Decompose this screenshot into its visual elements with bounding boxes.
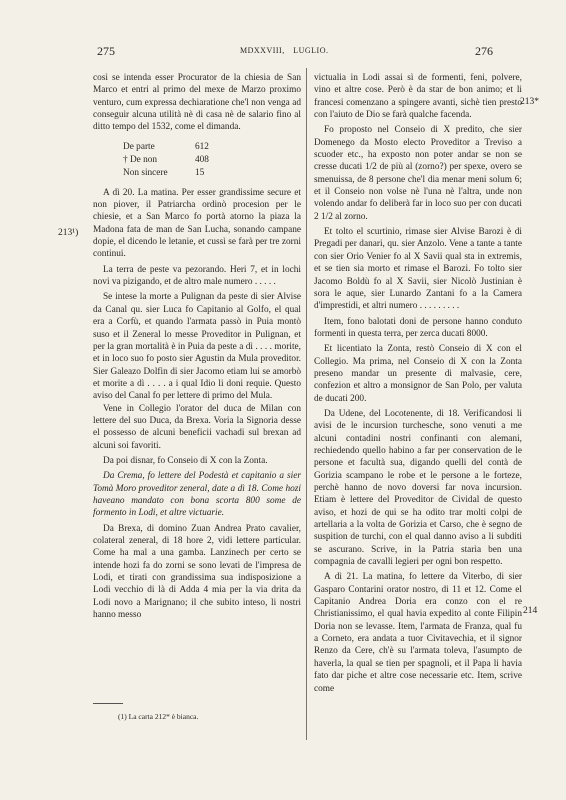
right-paragraph-6: Da Udene, del Locotenente, di 18. Verificandosi li avisi de le incursion turchesche, sono venuti a me alcuni contadini nostri confinanti con alemani, rechiedendo quello habino a far per conservation de le persone et facultà sua, digando quelli del contà de Gorizia scampano le robe et le persone a le forteze, perchè hanno de novo doversi far nova incursion. Etiam è lettere del Proveditor de Cividal de questo aviso, et hozi de qui se ha odito trar molti colpi de artellaria a la volta de Gorizia et Carso, che è segno de suspition de turchi, con el qual danno aviso a li subditi se ascurano. Scrive, in la Patria starìa ben una compagnia de cavalli legieri per ogni bon respetto. [314,408,522,568]
left-column [93,72,301,621]
page-number-left: 275 [97,44,115,58]
left-paragraph-8: Da Brexa, di domino Zuan Andrea Prato cavalier, colateral zeneral, di 18 hore 2, vidi lettere particular. Come ha mal a una gamba. Lanzinech per certo se intende hozi fa do zorni se sono levati de l'impresa de Lodi, et tirati con grandissima sua indisposizione a Lodi vecchio di là di Adda 4 mia per la via drita da Lodi novo a Marignano; il che subito inteso, li nostri hanno messo [93,523,301,621]
margin-note-right-top: 213* [520,97,539,107]
vote-tally [123,141,301,180]
left-paragraph-1: così se intenda esser Procurator de la chiesia de San Marco et entri al primo del mexe de Marzo proximo venturo, cum expressa dechiaratione che'l non venga ad conseguir alcuna utilità nè di casa nè de salario fino al ditto tempo del 1532, come el dimanda. [93,73,301,133]
left-paragraph-6: Da poi disnar, fo Conseio di X con la Zonta. [103,455,268,466]
footnote: (1) La carta 212* è bianca. [118,712,199,721]
margin-note-right-bottom: 214 [523,606,538,616]
right-paragraph-5: Et licentiato la Zonta, restò Conseio di X con el Collegio. Ma prima, nel Conseio di X con la Zonta preseno mandar un presente di malvasie, cere, confezion et altro a monsignor de San Polo, per valuta de ducati 200. [314,344,522,404]
tally-label: † De non [123,154,158,165]
right-paragraph-7: A dì 21. La matina, fo lettere da Viterbo, di sier Gasparo Contarini orator nostro, di 11 et 12. Come el Capitanio Andrea Doria era conzo con el re Christianissimo, el qual havia expedito al conte Filipin Doria non se levasse. Item, l'armata de Franza, qual fu a Corneto, era andata a tuor Civitavechia, et il signor Renzo da Cere, ch'è su l'armata toleva, l'asumpto de haverla, la qual se tien per spagnoli, et il Papa li havia fato dar piche et altre cose necessarie etc. Item, scrive come [314,572,522,694]
tally-value: 408 [195,154,209,165]
page-header [0,40,566,60]
right-paragraph-4: Item, fono balotati doni de persone hanno conduto formenti in questa terra, per zerca ducati 8000. [314,316,522,339]
running-head-month: LUGLIO. [293,46,329,55]
right-paragraph-2: Fo proposto nel Conseio di X predito, che sier Domenego da Mosto electo Proveditor a Treviso a scuoder etc., ha exposto non poter andar se non se cresse ducati 1/2 de più al (zorno?) per spexe, overo se smenuissa, de 8 persone che'l dia menar meni solum 6; et il Conseio non volse nè l'una nè l'altra, unde non volendo andar fo deliberà far in loco suo per con ducati 2 1/2 al zorno. [314,125,522,222]
left-paragraph-4: Se intese la morte a Pulignan da peste di sier Alvise da Canal qu. sier Luca fo Capitanio al Golfo, el qual era a Corfù, et quando l'armata passò in Puia montò suso et il Zeneral lo messe Proveditor in Pulignan, et per la gran mortalità è in Puia da peste a dì . . . . morite, et in loco suo fo posto sier Agustin da Mula proveditor. Sier Galeazo Dolfin di sier Jacomo etiam lui se amorbò et morite a dì . . . . a i qual Idio li doni requie. Questo aviso del Canal fo per lettere di primo del Mula. [93,292,301,402]
margin-note-left: 213¹) [58,228,79,238]
right-paragraph-3: Et tolto el scurtinio, rimase sier Alvise Barozi è di Pregadi per danari, qu. sier Anzolo. Vene a tante a tante con sier Orio Venier fo al X Savii qual sta in extremis, et se tien sia morto et rimase el Barozi. Fo tolto sier Jacomo Boldù fo al X Savii, sier Nicolò Justinian è sora le aque, sier Lunardo Zantani fo a la Camera d'imprestidi, et altri numero . . . . . . . . . [314,227,522,312]
footnote-rule [93,703,123,704]
column-divider [306,68,307,740]
left-paragraph-2: A dì 20. La matina. Per esser grandissime secure et non piover, il Patriarcha ordinò procesion per le chiesie, et a San Marco fo portà atorno la piaza la Madona fata de man de San Lucha, sonando campane dopie, el dicendo le letanie, et cussì se farà per tre zorni continui. [93,187,301,260]
running-head-year: MDXXVIII, [240,46,285,55]
left-paragraph-7: Da Crema, fo lettere del Podestà et capitanio a sier Tomà Moro proveditor zeneral, date a dì 18. Come hozi haveano mandato con bona scorta 800 some de formento in Lodi, et altre victuarie. [93,471,301,519]
right-paragraph-1: victualia in Lodi assai sì de formenti, feni, polvere, vino et altre cose. Però è da star de bon animo; et li francesi comenzano a spingere avanti, sichè tien presto con l'aiuto de Dio se farà qualche facenda. [314,73,522,121]
left-paragraph-5: Vene in Collegio l'orator del duca de Milan con lettere del suo Duca, da Brexa. Voria la Signoria desse el possesso de alcuni beneficii vachadi sul brexan ad alcuni soi favoriti. [93,403,301,451]
tally-row [123,167,301,180]
right-column [314,72,522,695]
tally-row [123,141,301,154]
tally-label: Non sincere [123,167,168,178]
left-paragraph-3: La terra de peste va pezorando. Heri 7, et in lochi novi va pizigando, et de altro male numero . . . . . [93,264,301,288]
tally-label: De parte [123,141,155,152]
tally-value: 15 [195,167,205,178]
tally-row [123,154,301,167]
running-head [240,46,335,55]
tally-value: 612 [195,141,209,152]
page-number-right: 276 [475,44,493,58]
